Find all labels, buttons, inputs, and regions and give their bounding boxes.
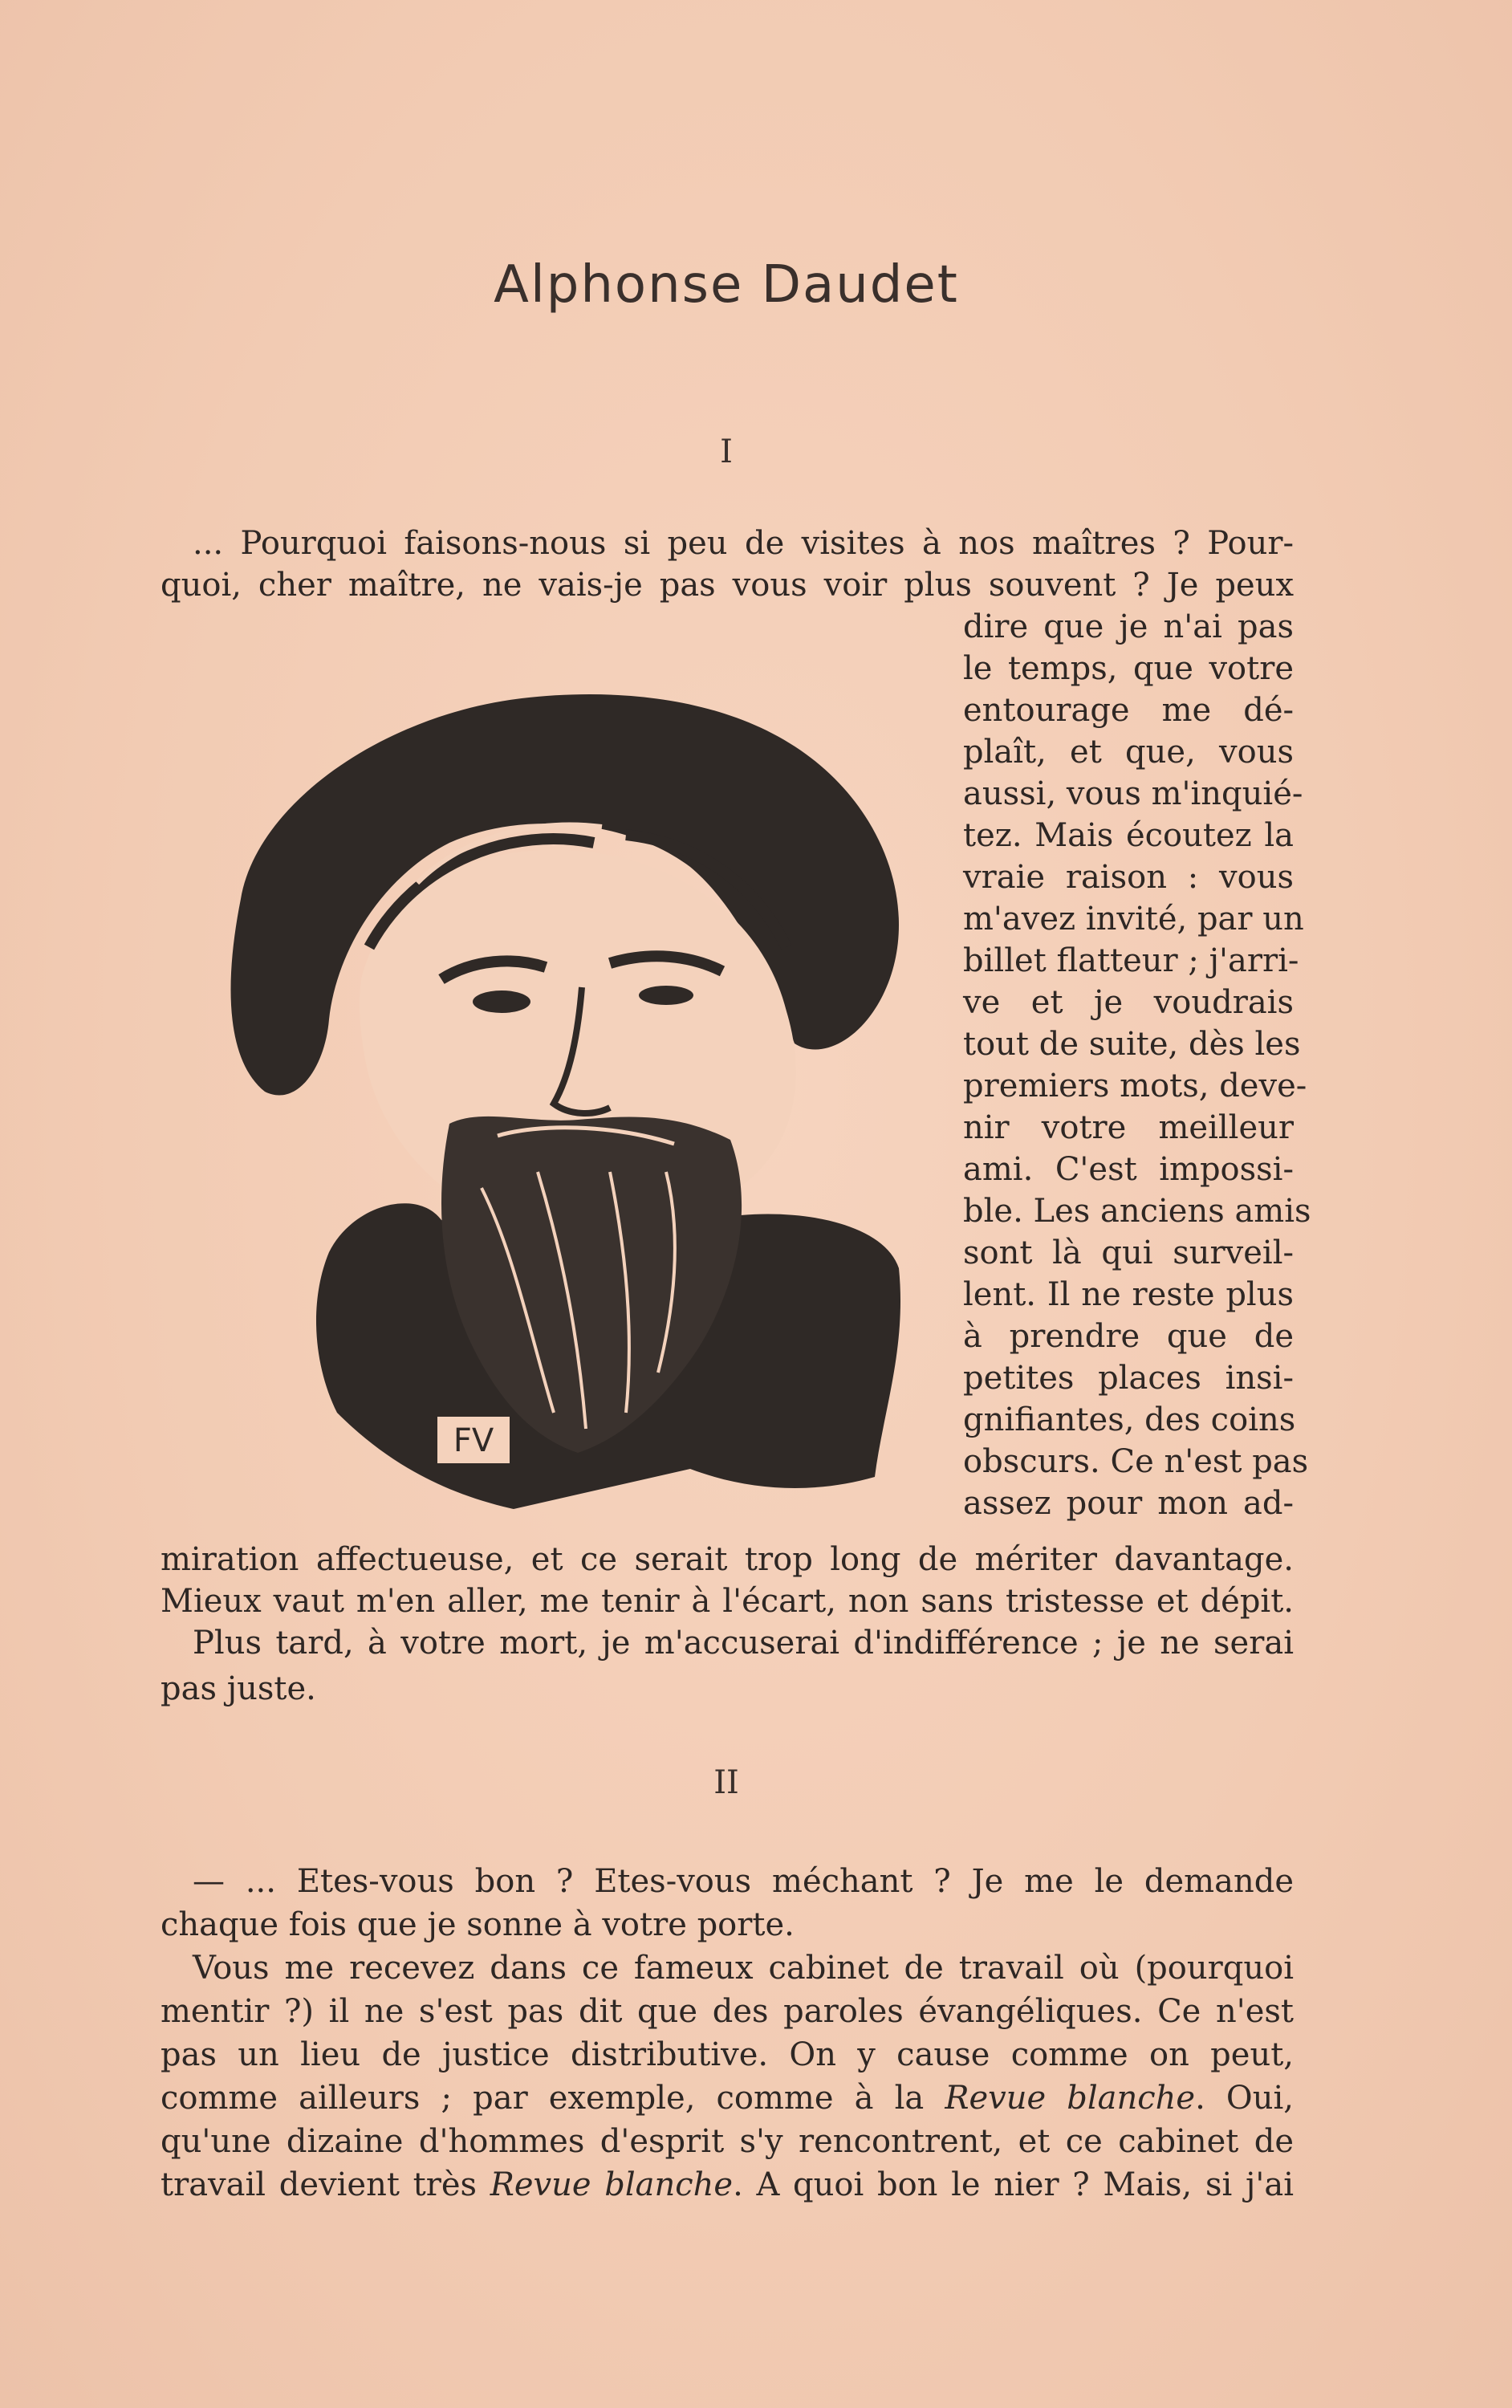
monogram-text: FV xyxy=(453,1422,494,1459)
line-text: . Oui, xyxy=(1195,2080,1294,2117)
paragraph-line: sont là qui surveil- xyxy=(963,1235,1294,1271)
paragraph-line: aussi, vous m'inquié- xyxy=(963,775,1303,812)
section-numeral-1: I xyxy=(720,433,733,470)
italic-title: Revue blanche xyxy=(945,2080,1196,2117)
paragraph-line: premiers mots, deve- xyxy=(963,1068,1307,1104)
paragraph-line: m'avez invité, par un xyxy=(963,901,1304,938)
portrait-woodcut xyxy=(177,642,915,1525)
paragraph-line: ble. Les anciens amis xyxy=(963,1193,1311,1230)
paragraph-line: entourage me dé- xyxy=(963,692,1294,729)
page-title: Alphonse Daudet xyxy=(494,255,959,315)
portrait-illustration xyxy=(177,642,915,1525)
paragraph-line: obscurs. Ce n'est pas xyxy=(963,1443,1309,1480)
paragraph-line: vraie raison : vous xyxy=(963,859,1294,896)
paragraph-line: billet flatteur ; j'arri- xyxy=(963,942,1299,979)
paragraph-line: petites places insi- xyxy=(963,1360,1294,1397)
paragraph-line xyxy=(161,2077,1294,2119)
paragraph-line: plaît, et que, vous xyxy=(963,734,1294,771)
paragraph-line: mentir ?) il ne s'est pas dit que des paroles évangéliques. Ce n'est xyxy=(161,1993,1294,2030)
paragraph-line: lent. Il ne reste plus xyxy=(963,1276,1294,1313)
italic-title: Revue blanche xyxy=(490,2166,734,2203)
paragraph-line: Vous me recevez dans ce fameux cabinet de travail où (pourquoi xyxy=(193,1950,1294,1987)
paragraph-line: chaque fois que je sonne à votre porte. xyxy=(161,1906,795,1943)
paragraph-line: tez. Mais écoutez la xyxy=(963,817,1294,854)
paragraph-line: quoi, cher maître, ne vais-je pas vous voir plus souvent ? Je peux xyxy=(161,567,1294,604)
paragraph-line: assez pour mon ad- xyxy=(963,1485,1294,1522)
paragraph-line: miration affectueuse, et ce serait trop long de mériter davantage. xyxy=(161,1541,1294,1578)
paragraph-line: gnifiantes, des coins xyxy=(963,1401,1296,1438)
paragraph-line: pas un lieu de justice distributive. On y cause comme on peut, xyxy=(161,2036,1294,2073)
paragraph-line: Mieux vaut m'en aller, me tenir à l'écart, non sans tristesse et dépit. xyxy=(161,1583,1294,1620)
line-text: . A quoi bon le nier ? Mais, si j'ai xyxy=(733,2166,1294,2203)
paragraph-line: ami. C'est impossi- xyxy=(963,1151,1294,1188)
section-numeral-2: II xyxy=(713,1764,739,1801)
paragraph-line: à prendre que de xyxy=(963,1318,1294,1355)
line-text: travail devient très xyxy=(161,2166,490,2203)
paragraph-line: le temps, que votre xyxy=(963,650,1294,687)
paragraph-line: tout de suite, dès les xyxy=(963,1026,1301,1063)
paragraph-line: dire que je n'ai pas xyxy=(963,608,1294,645)
paragraph-line: nir votre meilleur xyxy=(963,1109,1294,1146)
paragraph-line: ... Pourquoi faisons-nous si peu de visites à nos maîtres ? Pour- xyxy=(193,525,1294,562)
line-text: comme ailleurs ; par exemple, comme à la xyxy=(161,2080,945,2117)
paragraph-line xyxy=(161,2164,1294,2206)
paragraph-line: — ... Etes-vous bon ? Etes-vous méchant ? Je me le demande xyxy=(193,1863,1294,1900)
paragraph-line: Plus tard, à votre mort, je m'accuserai d'indifférence ; je ne serai xyxy=(193,1625,1294,1662)
paragraph-line: pas juste. xyxy=(161,1670,316,1707)
paragraph-line: ve et je voudrais xyxy=(963,984,1294,1021)
paragraph-line: qu'une dizaine d'hommes d'esprit s'y rencontrent, et ce cabinet de xyxy=(161,2123,1294,2160)
